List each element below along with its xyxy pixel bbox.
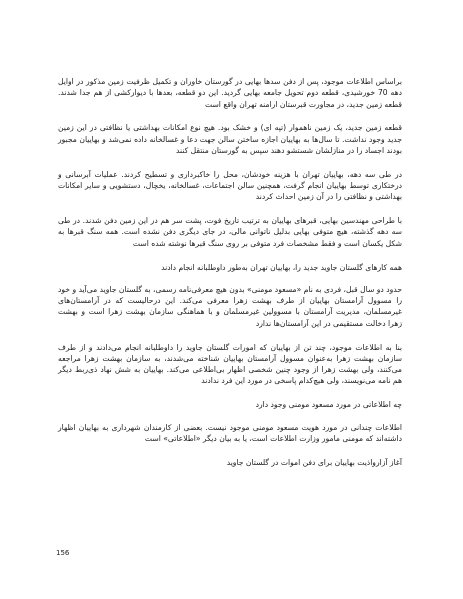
paragraph-8: چه اطلاعاتی در مورد مسعود مومنی وجود دارد bbox=[255, 400, 402, 410]
paragraph-9: اطلاعات چندانی در مورد هویت مسعود مومنی موجود نیست. بعضی از کارمندان شهرداری به بهاییان اظهار داشته‌اند که مومنی مامور وزارت اطلاعات است، یا به بیان دیگر «اطلاعاتی» است bbox=[58, 422, 402, 443]
paragraph-3: در طی سه دهه، بهاییان تهران با هزینه خودشان، محل را خاکبرداری و تسطیح کردند. عملیات آبرسانی و درختکاری توسط بهاییان انجام گرفت، همچنین سالن اجتماعات، غسالخانه، یخچال، دستشویی و سایر امکانات بهداشتی و نظافتی را در آن زمین احداث کردند bbox=[58, 169, 402, 202]
paragraph-6: حدود دو سال قبل، فردی به نام «مسعود مومنی» بدون هیچ معرفی‌نامه رسمی، به گلستان جاوید می‌آید و خود را مسوول آرامستان بهاییان از طرف بهشت زهرا معرفی می‌کند. این درحالیست که در آرامستان‌های غیرمسلمان، مدیریت آرامستان با مسوولین غیرمسلمان و با هماهنگی سازمان بهشت زهرا است و بهشت زهرا دخالت مستقیمی در این آرامستان‌ها ندارد bbox=[58, 284, 402, 328]
paragraph-2: قطعه زمین جدید، یک زمین ناهموار (تپه ای) و خشک بود. هیچ نوع امکانات بهداشتی یا نظافتی در این زمین جدید وجود نداشت. تا سال‌ها به بهاییان اجازه ساختن سالن جهت دعا و غسالخانه داده نمی‌شد و بهاییان مجبور بودند اجساد را در منازلشان شستشو دهند سپس به گورستان منتقل کنند bbox=[58, 123, 402, 155]
page-number: 156 bbox=[56, 549, 70, 557]
paragraph-7: بنا به اطلاعات موجود، چند تن از بهاییان که امورات گلستان جاوید را داوطلبانه انجام می‌دادند و از طرف سازمان بهشت زهرا به‌عنوان مسوول آرامستان بهاییان شناخته می‌شدند، به سازمان بهشت زهرا مراجعه می‌کنند، ولی بهشت زهرا از وجود چنین شخصی اظهار بی‌اطلاعی می‌کند. بهاییان به شش نهاد ذی‌ربط دیگر هم نامه می‌نویسند، ولی هیچ‌کدام پاسخی در مورد این فرد ندادند bbox=[58, 342, 402, 386]
paragraph-10: آغاز آزارواذیت بهاییان برای دفن اموات در گلستان جاوید bbox=[226, 457, 402, 467]
paragraph-5: همه کارهای گلستان جاوید جدید را، بهاییان تهران به‌طور داوطلبانه انجام دادند bbox=[161, 262, 402, 272]
paragraph-4: با طراحی مهندسین بهایی، قبرهای بهاییان به ترتیب تاریخ فوت، پشت سر هم در این زمین دفن شدند. در طی سه دهه گذشته، هیچ متوفی بهایی بدلیل ناتوانی مالی، در جای دیگری دفن نشده است. همه سنگ قبرها به شکل یکسان است و فقط مشخصات فرد متوفی بر روی سنگ قبرها نوشته شده است bbox=[58, 216, 402, 248]
body-text bbox=[58, 76, 402, 479]
paragraph-1: براساس اطلاعات موجود، پس از دفن سدها بهایی در گورستان خاوران و تکمیل ظرفیت زمین مذکور در اوایل دهه 70 خورشیدی، قطعه دوم تحویل جامعه بهایی گردید. این دو قطعه، بعدها با دیوارکشی از هم جدا شدند. قطعه زمین جدید، در مجاورت قبرستان ارامنه تهران واقع است bbox=[58, 77, 402, 109]
